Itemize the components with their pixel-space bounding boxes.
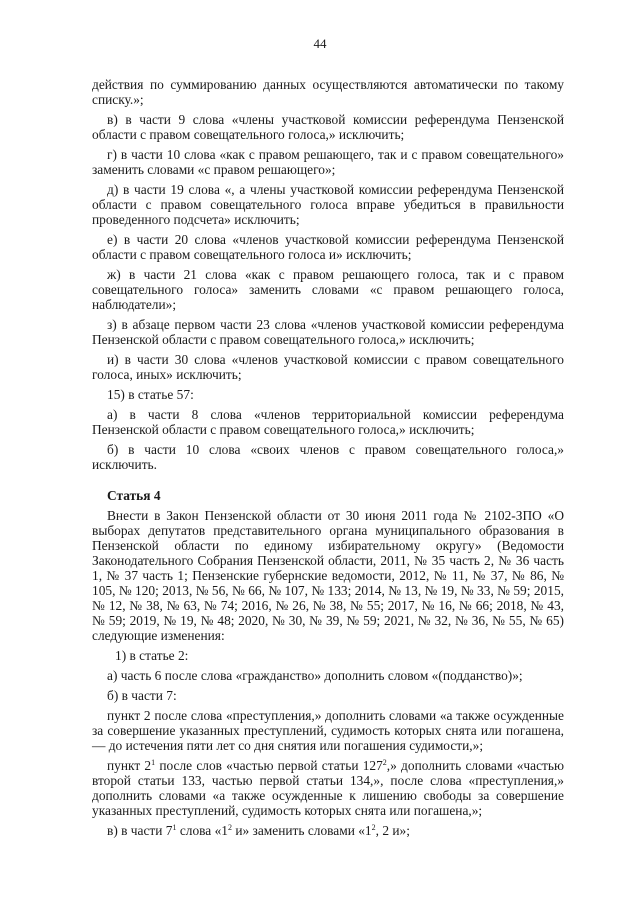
list-item: а) в части 8 слова «членов территориальной комиссии референдума Пензенской области с правом совещательного голоса,» исключить; — [92, 407, 564, 437]
list-item — [92, 758, 564, 818]
superscript: 1 — [172, 823, 177, 832]
list-item: ж) в части 21 слова «как с правом решающего голоса, так и с правом совещательного голоса» заменить словами «с правом решающего голоса, наблюдатели»; — [92, 267, 564, 312]
list-item: е) в части 20 слова «членов участковой комиссии референдума Пензенской области с правом совещательного голоса и» исключить; — [92, 232, 564, 262]
superscript: 1 — [151, 758, 156, 767]
list-item: 1) в статье 2: — [115, 648, 189, 663]
document-body — [92, 77, 564, 843]
list-item: и) в части 30 слова «членов участковой комиссии с правом совещательного голоса, иных» исключить; — [92, 352, 564, 382]
article-heading: Статья 4 — [107, 488, 161, 503]
superscript: 2 — [371, 823, 376, 832]
item-text: и» заменить словами «1 — [231, 823, 372, 838]
list-item — [92, 823, 564, 838]
item-text: после слов «частью первой статьи 127 — [155, 758, 383, 773]
list-item: в) в части 9 слова «члены участковой комиссии референдума Пензенской области с правом совещательного голоса,» исключить; — [92, 112, 564, 142]
paragraph: действия по суммированию данных осуществляются автоматически по такому списку.»; — [92, 77, 564, 107]
list-item: б) в части 7: — [107, 688, 177, 703]
list-item: д) в части 19 слова «, а члены участковой комиссии референдума Пензенской области с правом совещательного голоса вправе убедиться в правильности проведенного подсчета» исключить; — [92, 182, 564, 227]
paragraph: Внести в Закон Пензенской области от 30 июня 2011 года № 2102-ЗПО «О выборах депутатов представительного органа муниципального образования в Пензенской области по единому избирательному округу» (Ведомости Законодательного Собрания Пензенской области, 2011, № 35 часть 2, № 36 часть 1, № 37 часть 1; Пензенские губернские ведомости, 2012, № 11, № 37, № 86, № 105, № 120; 2013, № 56, № 66, № 107, № 133; 2014, № 13, № 19, № 33, № 59; 2015, № 12, № 38, № 63, № 74; 2016, № 26, № 38, № 55; 2017, № 16, № 66; 2018, № 43, № 59; 2019, № 19, № 48; 2020, № 30, № 39, № 59; 2021, № 32, № 36, № 55, № 65) следующие изменения: — [92, 508, 564, 643]
item-text: в) в части 7 — [107, 823, 173, 838]
list-item: а) часть 6 после слова «гражданство» дополнить словом «(подданство)»; — [107, 668, 523, 683]
list-item: 15) в статье 57: — [107, 387, 194, 402]
item-text: ,» дополнить словами «частью второй статьи 133, частью первой статьи 134,», после слова «преступления,» дополнить словами «а также осужденные к лишению свободы за совершение указанных преступлений, судимость которых снята или погашена,»; — [92, 758, 564, 818]
list-item: б) в части 10 слова «своих членов с правом совещательного голоса,» исключить. — [92, 442, 564, 472]
item-text: слова «1 — [176, 823, 228, 838]
list-item: з) в абзаце первом части 23 слова «членов участковой комиссии референдума Пензенской области с правом совещательного голоса,» исключить; — [92, 317, 564, 347]
superscript: 2 — [227, 823, 232, 832]
page-number: 44 — [313, 36, 327, 51]
list-item: г) в части 10 слова «как с правом решающего, так и с правом совещательного» заменить словами «с правом решающего»; — [92, 147, 564, 177]
item-text: пункт 2 — [107, 758, 152, 773]
list-item: пункт 2 после слова «преступления,» дополнить словами «а также осужденные за совершение указанных преступлений, судимость которых снята или погашена, — до истечения пяти лет со дня снятия или погашения судимости,»; — [92, 708, 564, 753]
superscript: 2 — [382, 758, 387, 767]
item-text: , 2 и»; — [375, 823, 410, 838]
